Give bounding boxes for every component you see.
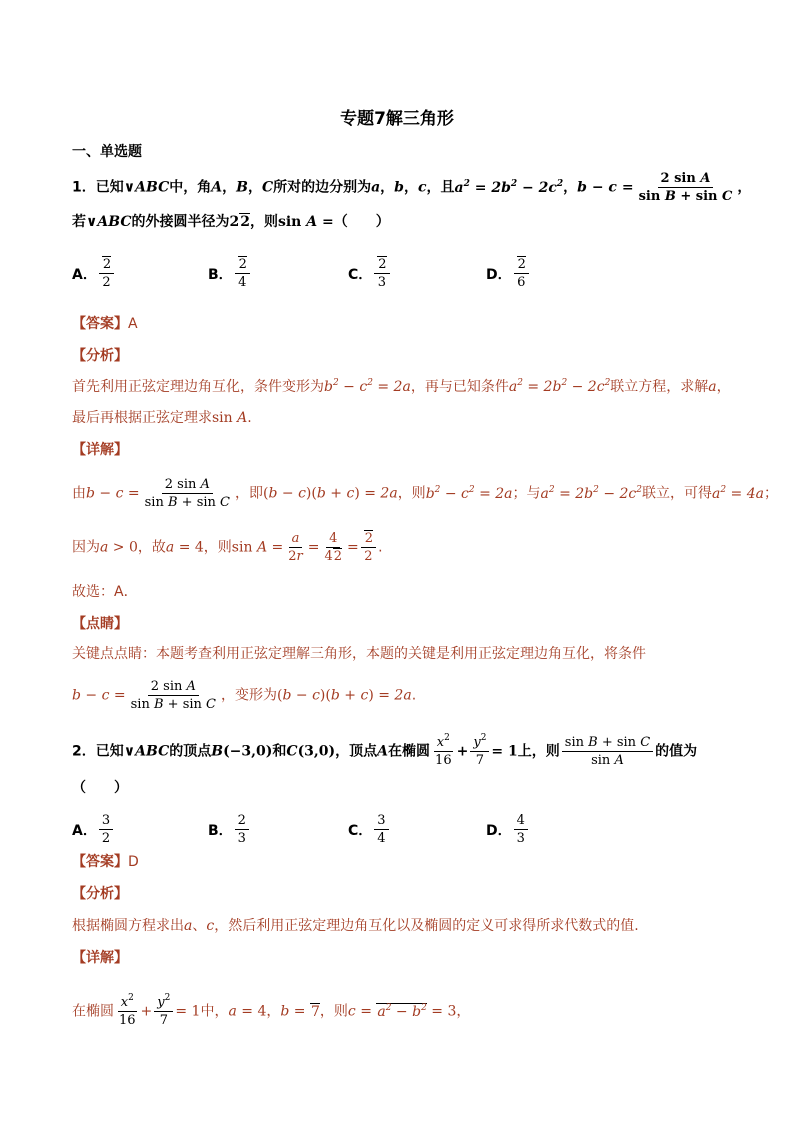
q2-stem-line1: 2．已知∨ABC的顶点B(−3,0)和C(3,0)，顶点A在椭圆 $\frac{x^2}{16}$ + $\frac{y^2}{7}$ = 1上，则 $\frac{\text{sin B + sin C}}{\text{sin A}}$ 的值为 — [72, 733, 698, 768]
q1-detail-label: 【详解】 — [72, 442, 128, 458]
q1-detail-line1: 由b − c = $\frac{\text{2 sin A}}{\text{sin B + sin C}}$ ，即(b − c)(b + c) = 2a，则$b^2 - c^2 = 2a$；与$a^2 = 2b^2 - 2c^2$联立，可得$a^2 = 4a$； — [72, 477, 778, 510]
q2-option-b: B． $\frac{2}{3}$ — [208, 812, 251, 847]
page-title: 专题7解三角形 — [340, 109, 454, 129]
q1-analysis-line2: 最后再根据正弦定理求sin A. — [72, 410, 252, 426]
q2-option-c: C． $\frac{3}{4}$ — [348, 812, 391, 847]
q1-dianjing-label: 【点睛】 — [72, 616, 128, 632]
q1-option-a: A． $\frac{2}{2}$ — [72, 256, 116, 291]
q1-option-c: C． $\frac{2}{3}$ — [348, 256, 392, 291]
q2-option-d: D． $\frac{4}{3}$ — [486, 812, 530, 847]
section-heading: 一、单选题 — [72, 144, 142, 160]
q2-option-a: A． $\frac{3}{2}$ — [72, 812, 115, 847]
q2-paren: （ ） — [72, 780, 128, 796]
q1-dianjing-line2: b − c = $\frac{\text{2 sin A}}{\text{sin B + sin C}}$ ，变形为(b − c)(b + c) = 2a. — [72, 679, 417, 712]
q1-analysis-line1: 首先利用正弦定理边角互化，条件变形为$b^2 - c^2 = 2a$，再与已知条件$a^2 = 2b^2 - 2c^2$联立方程，求解a， — [72, 378, 731, 395]
q1-dianjing-line1: 关键点点睛：本题考查利用正弦定理解三角形，本题的关键是利用正弦定理边角互化，将条件 — [72, 646, 646, 662]
q1-choose: 故选：A． — [72, 584, 138, 600]
q1-detail-line2: 因为a > 0，故a = 4，则sin A = $\frac{a}{2r}$ = $\frac{4}{42}$ = $\frac{2}{2}$ . — [72, 531, 383, 564]
q1-answer: 【答案】A — [72, 316, 138, 332]
q1-stem-line2: 若∨ABC的外接圆半径为22，则sin A =（ ） — [72, 214, 390, 230]
q2-analysis-line: 根据椭圆方程求出a、c，然后利用正弦定理边角互化以及椭圆的定义可求得所求代数式的值. — [72, 918, 639, 934]
q1-analysis-label: 【分析】 — [72, 348, 128, 364]
q2-answer: 【答案】D — [72, 854, 139, 870]
q2-analysis-label: 【分析】 — [72, 886, 128, 902]
q1-option-b: B． $\frac{2}{4}$ — [208, 256, 252, 291]
q2-detail-line1: 在椭圆 $\frac{x^2}{16}$ + $\frac{y^2}{7}$ = 1中，a = 4，b = 7，则$c = a^2 - b^2 = 3$， — [72, 993, 471, 1028]
q1-stem-line1: 1．已知∨ABC中，角A，B，C所对的边分别为a，b，c，且$a^2 = 2b^2 - 2c^2$，b − c = $\frac{\text{2 sin A}}{\text{sin B + sin C}}$ ， — [72, 171, 752, 204]
q1-option-d: D． $\frac{2}{6}$ — [486, 256, 531, 291]
q2-detail-label: 【详解】 — [72, 950, 128, 966]
